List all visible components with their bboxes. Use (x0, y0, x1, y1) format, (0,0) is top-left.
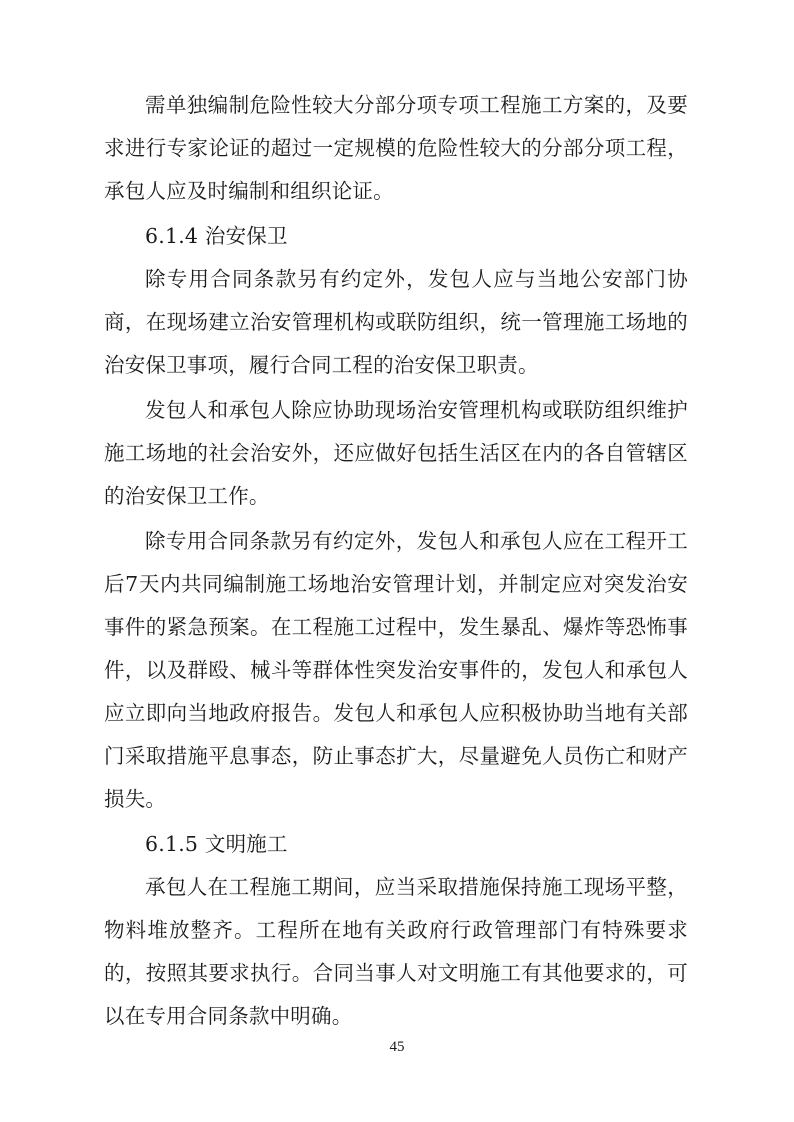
paragraph-emergency-plan: 除专用合同条款另有约定外，发包人和承包人应在工程开工后7天内共同编制施工场地治安管理计划，并制定应对突发治安事件的紧急预案。在工程施工过程中，发生暴乱、爆炸等恐怖事件，以及群殴、械斗等群体性突发治安事件的，发包人和承包人应立即向当地政府报告。发包人和承包人应积极协助当地有关部门采取措施平息事态，防止事态扩大，尽量避免人员伤亡和财产损失。 (104, 529, 688, 811)
paragraph-special-construction-plan: 需单独编制危险性较大分部分项专项工程施工方案的，及要求进行专家论证的超过一定规模的危险性较大的分部分项工程，承包人应及时编制和组织论证。 (104, 93, 688, 203)
paragraph-security-organization: 除专用合同条款另有约定外，发包人应与当地公安部门协商，在现场建立治安管理机构或联防组织，统一管理施工场地的治安保卫事项，履行合同工程的治安保卫职责。 (104, 267, 688, 377)
paragraph-civilized-construction: 承包人在工程施工期间，应当采取措施保持施工现场平整，物料堆放整齐。工程所在地有关政府行政管理部门有特殊要求的，按照其要求执行。合同当事人对文明施工有其他要求的，可以在专用合同条款中明确。 (104, 875, 688, 1028)
paragraph-security-duties: 发包人和承包人除应协助现场治安管理机构或联防组织维护施工场地的社会治安外，还应做好包括生活区在内的各自管辖区的治安保卫工作。 (104, 398, 688, 508)
section-heading-6-1-5: 6.1.5 文明施工 (145, 832, 288, 856)
document-body (104, 84, 688, 1040)
page-number: 45 (389, 1039, 405, 1055)
section-heading-6-1-4: 6.1.4 治安保卫 (145, 224, 288, 248)
